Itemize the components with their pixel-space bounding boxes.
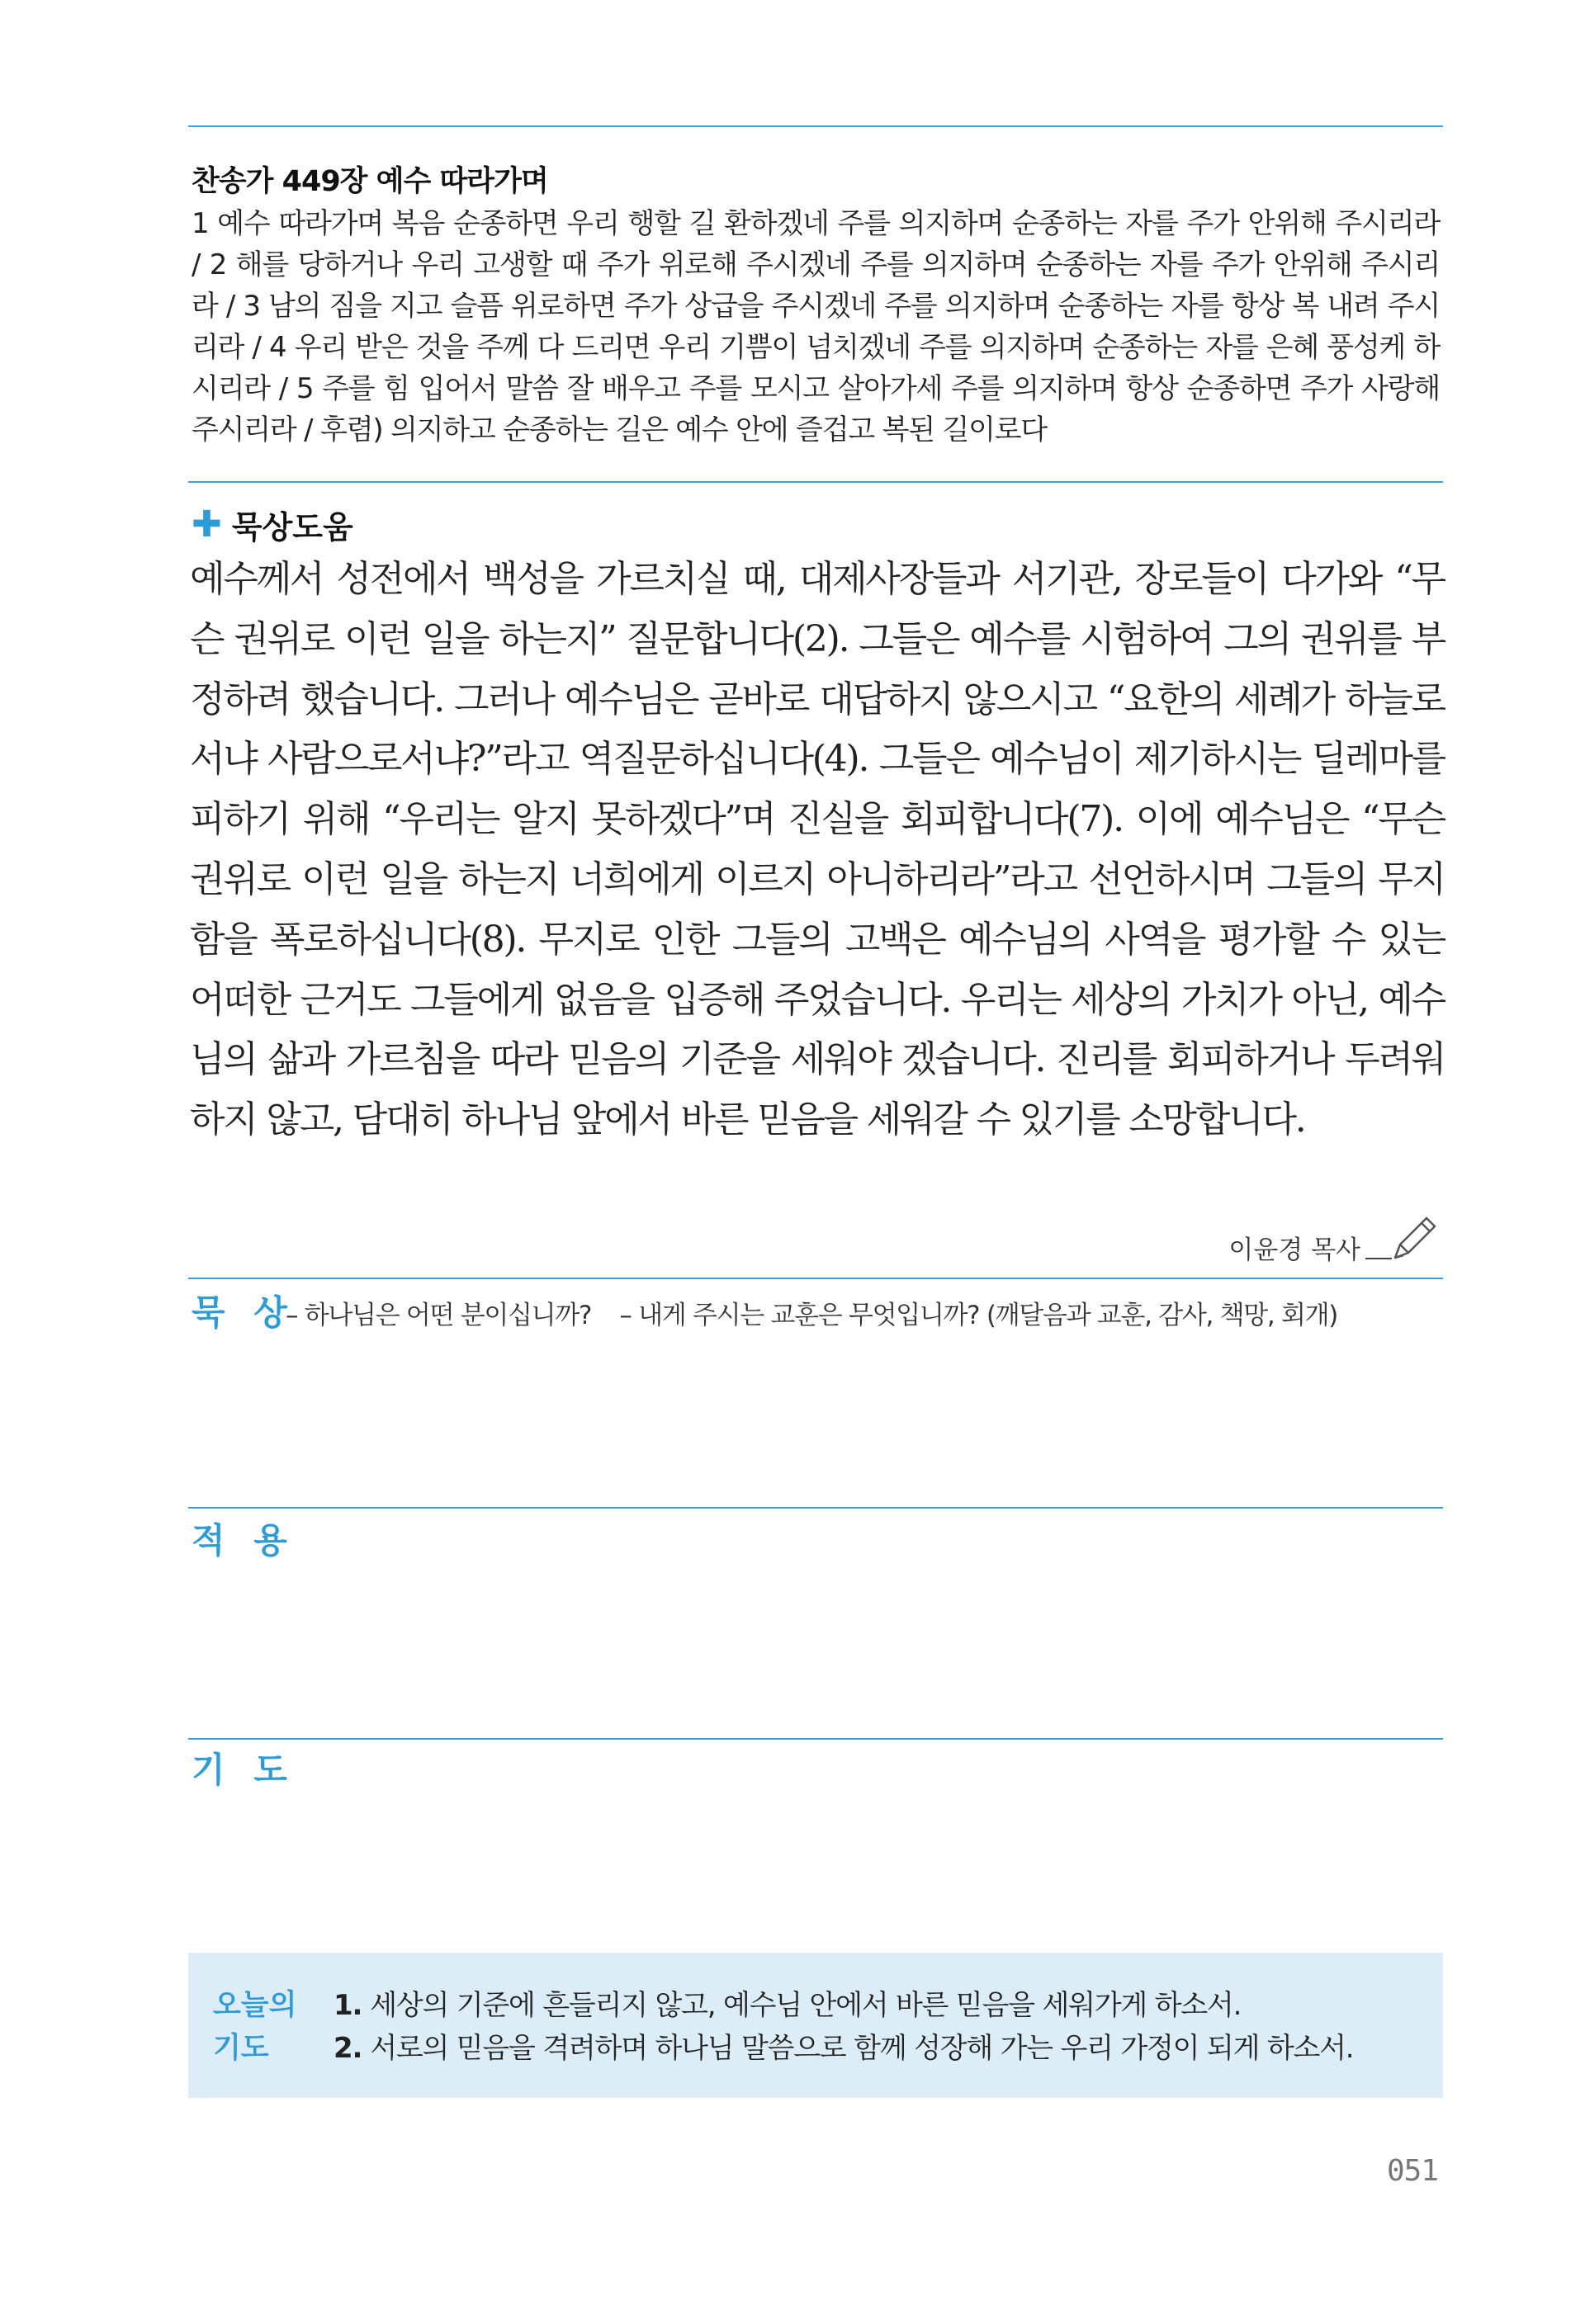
- author-signature: [1228, 1212, 1441, 1266]
- author-name: 이윤경 목사: [1228, 1235, 1360, 1265]
- prayer-item-number: 2.: [334, 2032, 362, 2065]
- meditation-rule: [188, 1278, 1443, 1279]
- prayer-label: 기 도: [192, 1750, 296, 1790]
- prayer-item-number: 1.: [334, 1989, 362, 2022]
- prayer-item-text: 서로의 믿음을 격려하며 하나님 말씀으로 함께 성장해 가는 우리 가정이 되게 하소서.: [370, 2032, 1354, 2065]
- hymn-title: 찬송가 449장 예수 따라가며: [192, 165, 548, 198]
- meditation-label: 묵 상: [192, 1292, 296, 1333]
- application-label: 적 용: [192, 1520, 296, 1561]
- todays-prayer-label-line2: 기도: [213, 2032, 269, 2065]
- hymn-lyrics: 1 예수 따라가며 복음 순종하면 우리 행할 길 환하겠네 주를 의지하며 순종하는 자를 주가 안위해 주시리라 / 2 해를 당하거나 우리 고생할 때 주가 위로해 주시겠네 주를 의지하며 순종하는 자를 주가 안위해 주시리라 / 3 남의 짐을 지고 슬픔 위로하면 주가 상급을 주시겠네 주를 의지하며 순종하는 자를 항상 복 내려 주시리라 / 4 우리 받은 것을 주께 다 드리면 우리 기쁨이 넘치겠네 주를 의지하며 순종하는 자를 은혜 풍성케 하시리라 / 5 주를 힘 입어서 말씀 잘 배우고 주를 모시고 살아가세 주를 의지하며 항상 순종하면 주가 사랑해 주시리라 / 후렴) 의지하고 순종하는 길은 예수 안에 즐겁고 복된 길이로다: [192, 207, 1440, 446]
- meditation-help-body: 예수께서 성전에서 백성을 가르치실 때, 대제사장들과 서기관, 장로들이 다가와 “무슨 권위로 이런 일을 하는지” 질문합니다(2). 그들은 예수를 시험하여 그의 권위를 부정하려 했습니다. 그러나 예수님은 곧바로 대답하지 않으시고 “요한의 세례가 하늘로서냐 사람으로서냐?”라고 역질문하십니다(4). 그들은 예수님이 제기하시는 딜레마를 피하기 위해 “우리는 알지 못하겠다”며 진실을 회피합니다(7). 이에 예수님은 “무슨 권위로 이런 일을 하는지 너희에게 이르지 아니하리라”라고 선언하시며 그들의 무지함을 폭로하십니다(8). 무지로 인한 그들의 고백은 예수님의 사역을 평가할 수 있는 어떠한 근거도 그들에게 없음을 입증해 주었습니다. 우리는 세상의 가치가 아닌, 예수님의 삶과 가르침을 따라 믿음의 기준을 세워야 겠습니다. 진리를 회피하거나 두려워하지 않고, 담대히 하나님 앞에서 바른 믿음을 세워갈 수 있기를 소망합니다.: [190, 558, 1445, 1141]
- top-rule: [188, 125, 1443, 127]
- meditation-help-heading: [192, 502, 353, 547]
- prayer-item: [334, 1984, 1353, 2027]
- application-rule: [188, 1507, 1443, 1509]
- page-number: 051: [1386, 2154, 1438, 2188]
- pencil-icon: [1387, 1212, 1441, 1266]
- todays-prayer-list: [334, 1984, 1353, 2070]
- meditation-questions: – 하나님은 어떤 분이십니까? – 내게 주시는 교훈은 무엇입니까? (깨달음과 교훈, 감사, 책망, 회개): [286, 1301, 1338, 1330]
- todays-prayer-label-line1: 오늘의: [213, 1989, 297, 2022]
- todays-prayer-label: [213, 1984, 312, 2070]
- meditation-help-title: 묵상도움: [231, 509, 353, 546]
- plus-icon: ✚: [192, 503, 222, 546]
- todays-prayer-box: [188, 1953, 1443, 2098]
- hymn-divider: [188, 481, 1443, 483]
- prayer-rule: [188, 1738, 1443, 1740]
- prayer-item: [334, 2027, 1353, 2070]
- prayer-item-text: 세상의 기준에 흔들리지 않고, 예수님 안에서 바른 믿음을 세워가게 하소서.: [370, 1989, 1242, 2022]
